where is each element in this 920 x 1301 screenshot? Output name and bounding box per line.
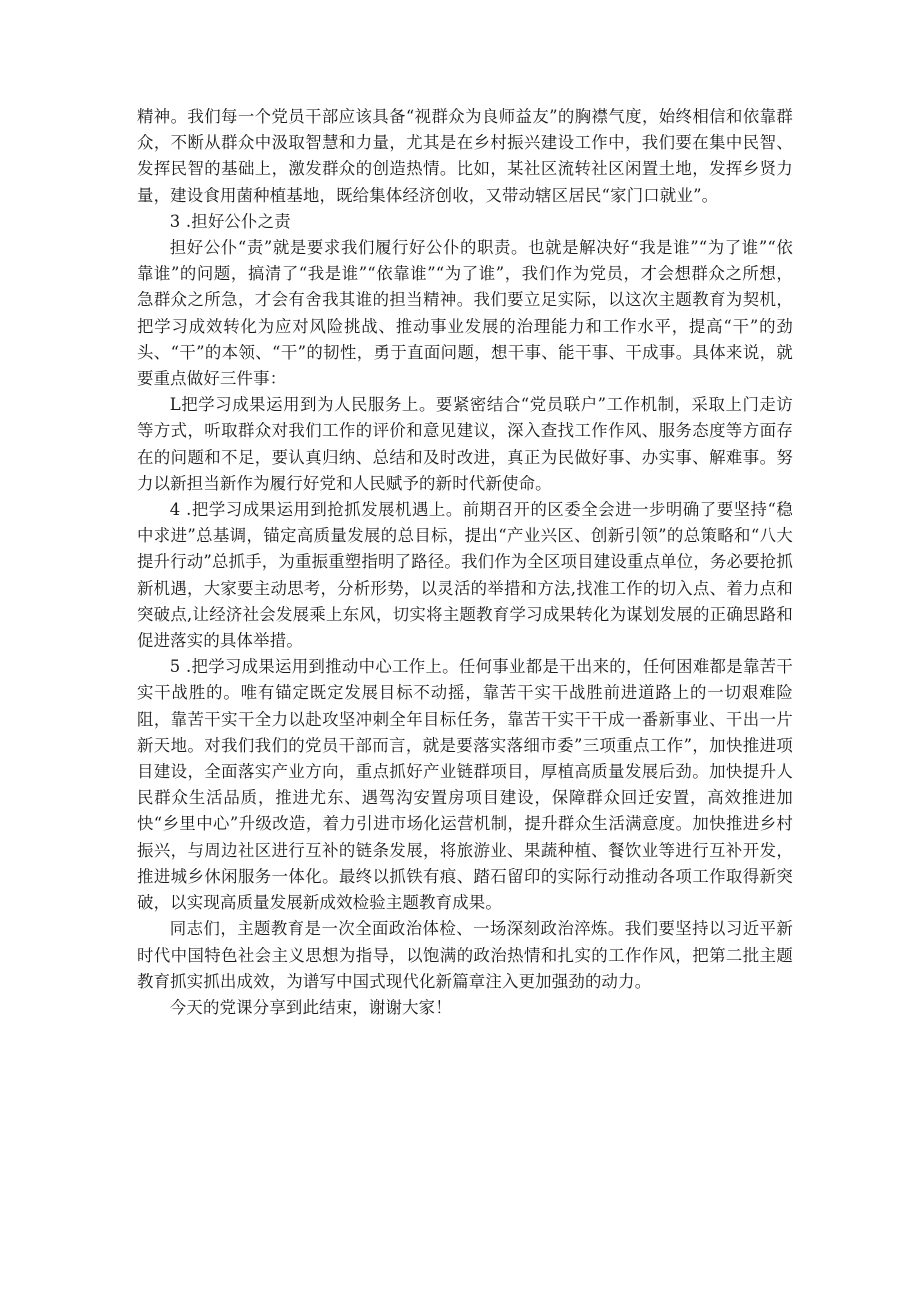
list-item-paragraph: 5 .把学习成果运用到推动中心工作上。任何事业都是干出来的，任何困难都是靠苦干实干战胜的。唯有锚定既定发展目标不动摇，靠苦干实干战胜前进道路上的一切艰难险阻，靠苦干实干全力以赴攻坚冲刺全年目标任务，靠苦干实干干成一番新事业、干出一片新天地。对我们我们的党员干部而言，就是要落实落细市委”三项重点工作”，加快推进项目建设，全面落实产业方向，重点抓好产业链群项目，厚植高质量发展后劲。加快提升人民群众生活品质，推进尤东、遇驾沟安置房项目建设，保障群众回迁安置，高效推进加快“乡里中心”升级改造，着力引进市场化运营机制，提升群众生活满意度。加快推进乡村振兴，与周边社区进行互补的链条发展，将旅游业、果蔬种植、餐饮业等进行互补开发，推进城乡休闲服务一体化。最终以抓铁有痕、踏石留印的实际行动推动各项工作取得新突破，以实现高质量发展新成效检验主题教育成果。 [137,657,793,913]
list-item-paragraph: L把学习成果运用到为人民服务上。要紧密结合“党员联户”工作机制，采取上门走访等方式，听取群众对我们工作的评价和意见建议，深入查找工作作风、服务态度等方面存在的问题和不足，要认真归纳、总结和及时改进，真正为民做好事、办实事、解难事。努力以新担当新作为履行好党和人民赋予的新时代新使命。 [137,395,793,493]
paragraph: 担好公仆“责”就是要求我们履行好公仆的职责。也就是解决好“我是谁”“为了谁”“依靠谁”的问题，搞清了“我是谁”“依靠谁”“为了谁”，我们作为党员，才会想群众之所想，急群众之所急，才会有舍我其谁的担当精神。我们要立足实际，以这次主题教育为契机，把学习成效转化为应对风险挑战、推动事业发展的治理能力和工作水平，提高“干”的劲头、“干”的本领、“干”的韧性，勇于直面问题，想干事、能干事、干成事。具体来说，就要重点做好三件事： [137,238,793,389]
document-body [137,104,793,1021]
list-item-paragraph: 4 .把学习成果运用到抢抓发展机遇上。前期召开的区委全会进一步明确了要坚持“稳中求进”总基调，锚定高质量发展的总目标，提出“产业兴区、创新引领”的总策略和“八大提升行动”总抓手，为重振重塑指明了路径。我们作为全区项目建设重点单位，务必要抢抓新机遇，大家要主动思考，分析形势，以灵活的举措和方法,找准工作的切入点、着力点和突破点,让经济社会发展乘上东风，切实将主题教育学习成果转化为谋划发展的正确思路和促进落实的具体举措。 [137,500,793,651]
closing-paragraph: 今天的党课分享到此结束，谢谢大家！ [169,997,452,1017]
paragraph: 同志们，主题教育是一次全面政治体检、一场深刻政治淬炼。我们要坚持以习近平新时代中国特色社会主义思想为指导，以饱满的政治热情和扎实的工作作风，把第二批主题教育抓实抓出成效，为谱写中国式现代化新篇章注入更加强劲的动力。 [137,919,793,991]
paragraph-continuation: 精神。我们每一个党员干部应该具备“视群众为良师益友”的胸襟气度，始终相信和依靠群众，不断从群众中汲取智慧和力量，尤其是在乡村振兴建设工作中，我们要在集中民智、发挥民智的基础上，激发群众的创造热情。比如，某社区流转社区闲置土地，发挥乡贤力量，建设食用菌种植基地，既给集体经济创收，又带动辖区居民“家门口就业”。 [137,107,793,205]
section-heading: 3 .担好公仆之责 [169,211,291,231]
